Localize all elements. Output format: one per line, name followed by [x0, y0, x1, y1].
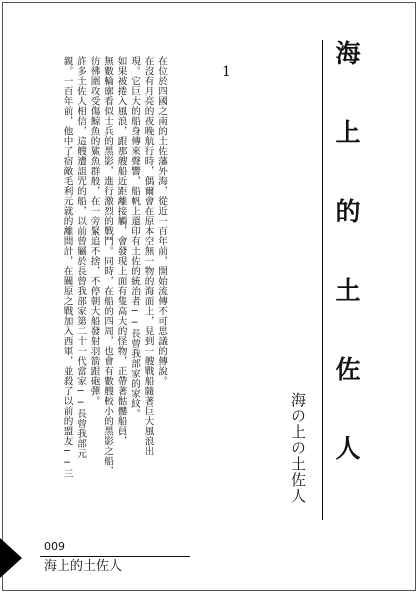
text-column: 在位於四國之南的土佐藩外海，從近一百年前，開始流傳不可思議的傳說。	[156, 56, 167, 386]
text-column: 在沒有月亮的夜晚航行時，偶爾會在原本空無一物的海面上，見到一艘戰船隨著巨大風浪出	[142, 56, 154, 456]
text-column: 如果被捲入風浪，跟那艘船近距離接觸，會發現上面有隻高大的怪物，正帶著骷髏船員，	[115, 56, 127, 446]
text-column: 許多土佐人相信，這艘遭詛咒的船，以前曾屬於長曾我部家第二十一代當家──長曾我部元	[75, 56, 86, 459]
chapter-number: 1	[222, 64, 231, 80]
text-column: 彷彿圍攻受傷鯨魚的鯊魚群般，在一旁緊追不捨，不停朝大船發射羽箭跟砲彈。	[88, 56, 100, 406]
footer-rule	[40, 556, 190, 557]
text-column: 無數輪廓看似士兵的黑影，進行激烈的戰鬥。同時，在船的四周，也會有數艘較小的黑影之船，	[102, 56, 113, 476]
footer-triangle-marker	[0, 538, 22, 578]
page-number: 009	[44, 540, 65, 553]
text-column: 親。一百年前，他中了宿敵毛利元就的離間計，在關原之戰加入西軍，並殺了以前的盟友──三	[61, 56, 73, 479]
body-text	[60, 56, 168, 540]
footer-book-title: 海上的土佐人	[44, 559, 123, 574]
title-rule	[322, 40, 323, 520]
subtitle: 海の上の土佐人	[289, 392, 307, 504]
main-title: 海上的土佐人	[332, 40, 361, 514]
text-column: 現。它巨大的船身傳來聲響，船帆上還印有土佐的統治者──長曾我部家的家紋。	[129, 56, 140, 419]
